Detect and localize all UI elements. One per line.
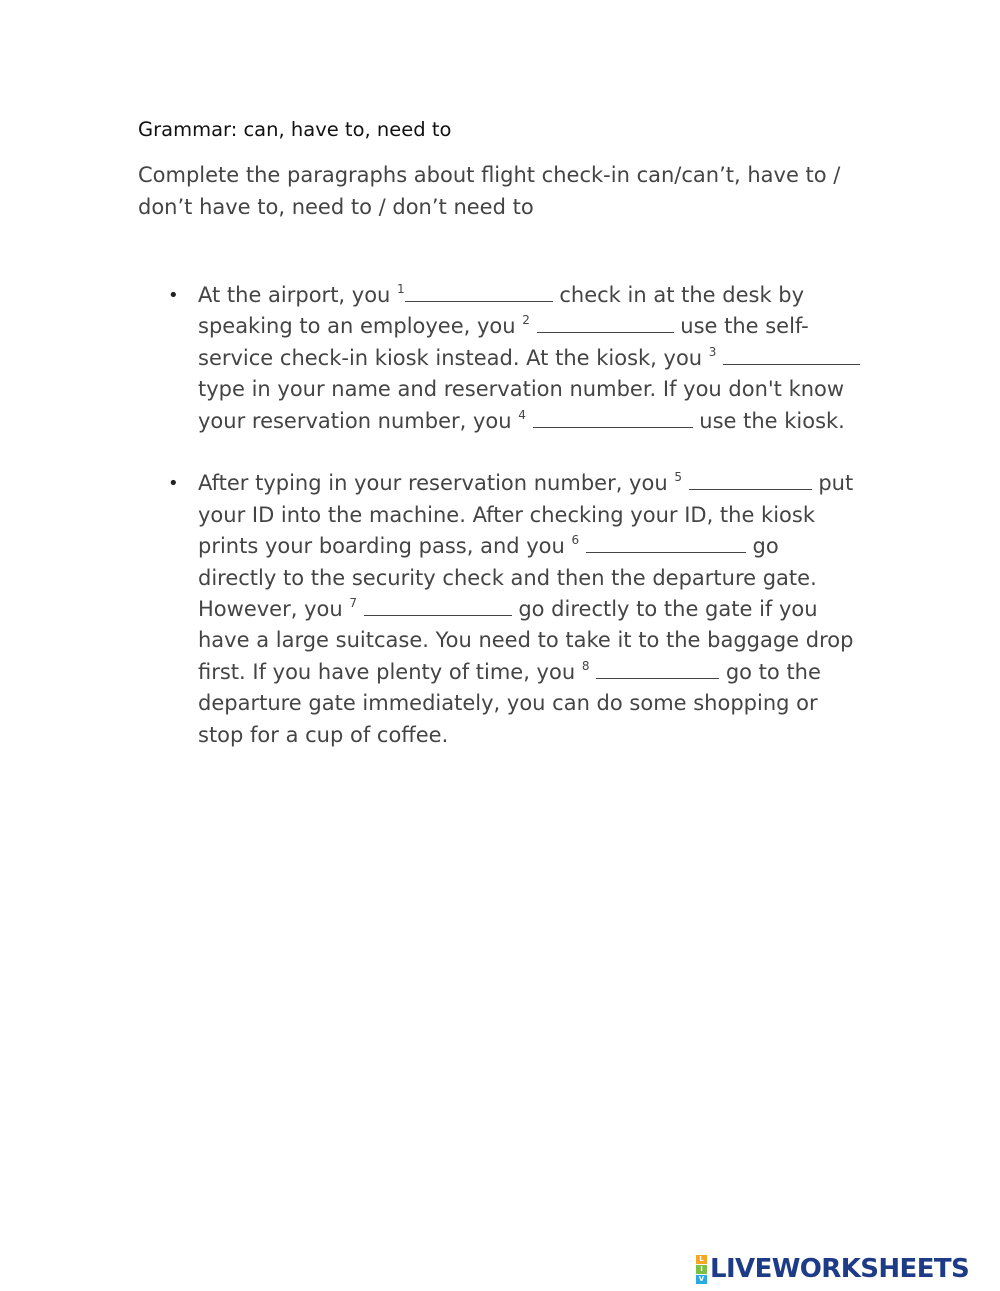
text: go to the xyxy=(719,659,821,684)
text: After typing in your reservation number, you xyxy=(198,471,675,496)
text: go xyxy=(745,534,779,559)
instructions-line-1: Complete the paragraphs about flight check-in can/can’t, have to / xyxy=(138,163,841,187)
paragraph-1-line-5 xyxy=(198,406,865,437)
blank-number-2: 2 xyxy=(522,313,530,328)
paragraph-2-line-5 xyxy=(198,594,865,625)
paragraph-2-line-3 xyxy=(198,531,865,562)
text: first. If you have plenty of time, you xyxy=(198,659,582,684)
bullet-icon: • xyxy=(168,473,179,495)
paragraph-2-line-2: your ID into the machine. After checking your ID, the kiosk xyxy=(198,502,815,527)
text: prints your boarding pass, and you xyxy=(198,534,572,559)
paragraph-1-line-3 xyxy=(198,343,865,374)
blank-5[interactable] xyxy=(689,471,812,490)
blank-number-8: 8 xyxy=(581,658,590,673)
text: use the kiosk. xyxy=(692,408,845,433)
blank-2[interactable] xyxy=(537,314,674,333)
instructions-line-2: don’t have to, need to / don’t need to xyxy=(138,194,534,219)
paragraph-1-line-4: type in your name and reservation number. If you don't know xyxy=(198,377,845,402)
text: put xyxy=(811,471,854,496)
blank-number-1: 1 xyxy=(397,282,405,296)
paragraph-2-line-9: stop for a cup of coffee. xyxy=(198,722,449,747)
paragraph-2 xyxy=(165,468,865,751)
paragraph-1 xyxy=(165,280,865,437)
text: your reservation number, you xyxy=(198,408,519,433)
paragraph-2-line-1 xyxy=(198,468,865,499)
worksheet-title: Grammar: can, have to, need to xyxy=(138,118,452,141)
blank-7[interactable] xyxy=(364,597,512,616)
text: use the self- xyxy=(673,314,809,339)
liveworksheets-logo xyxy=(696,1254,969,1284)
paragraph-2-line-4: directly to the security check and then the departure gate. xyxy=(198,565,817,590)
blank-1[interactable] xyxy=(405,283,553,302)
blank-number-6: 6 xyxy=(571,533,580,548)
logo-cubes-icon xyxy=(696,1255,707,1284)
text: speaking to an employee, you xyxy=(198,314,523,339)
text: However, you xyxy=(198,597,350,622)
text: service check-in kiosk instead. At the kiosk, you xyxy=(198,345,709,370)
bullet-icon: • xyxy=(168,285,179,306)
paragraph-1-line-2 xyxy=(198,311,865,342)
blank-number-7: 7 xyxy=(349,596,357,611)
logo-text: LIVEWORKSHEETS xyxy=(710,1254,970,1284)
logo-cube-i: I xyxy=(696,1265,707,1274)
paragraph-2-line-7 xyxy=(198,657,865,688)
blank-4[interactable] xyxy=(533,409,693,428)
logo-cube-l: L xyxy=(696,1255,707,1264)
text: go directly to the gate if you xyxy=(511,597,818,622)
paragraph-1-line-1 xyxy=(198,280,865,311)
text: At the airport, you xyxy=(198,283,398,307)
logo-cube-v: V xyxy=(696,1275,707,1284)
exercise-list xyxy=(165,280,865,751)
paragraph-2-line-6: have a large suitcase. You need to take it to the baggage drop xyxy=(198,628,854,653)
blank-number-3: 3 xyxy=(708,344,717,359)
blank-6[interactable] xyxy=(586,534,746,553)
text: check in at the desk by xyxy=(552,283,805,307)
blank-8[interactable] xyxy=(596,660,719,679)
blank-number-4: 4 xyxy=(518,407,526,422)
paragraph-2-line-8: departure gate immediately, you can do some shopping or xyxy=(198,691,818,716)
blank-number-5: 5 xyxy=(674,470,682,485)
instructions xyxy=(138,160,868,223)
blank-3[interactable] xyxy=(723,346,860,365)
